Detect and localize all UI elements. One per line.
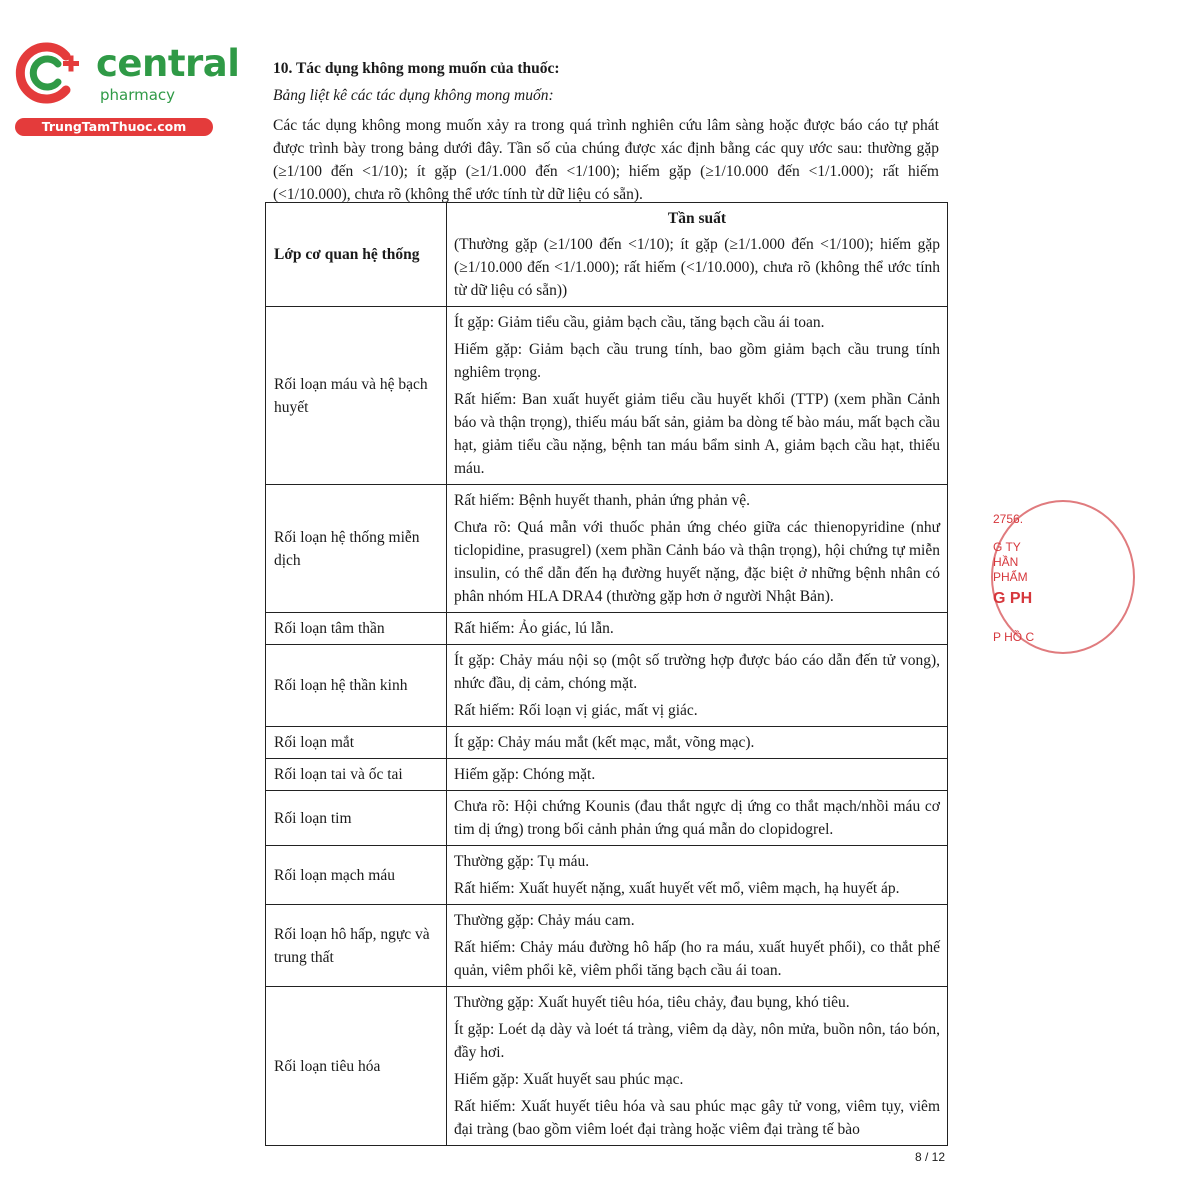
- organ-class-cell: Rối loạn tim: [266, 791, 447, 846]
- stamp-text-line: PHẨM: [993, 570, 1028, 584]
- adverse-effect-entry: Ít gặp: Chảy máu nội sọ (một số trường hợp được báo cáo dẫn đến tử vong), nhức đầu, dị cảm, chóng mặt.: [454, 652, 940, 692]
- table-row: [266, 846, 948, 905]
- adverse-effect-entry: Ít gặp: Chảy máu mắt (kết mạc, mắt, võng mạc).: [454, 734, 755, 751]
- adverse-effect-entry: Hiếm gặp: Chóng mặt.: [454, 766, 596, 783]
- adverse-effect-entry: Ít gặp: Giảm tiểu cầu, giảm bạch cầu, tăng bạch cầu ái toan.: [454, 314, 825, 331]
- adverse-effect-entry: Thường gặp: Chảy máu cam.: [454, 912, 635, 929]
- adverse-effect-entry: Thường gặp: Tụ máu.: [454, 853, 590, 870]
- stamp-text-line: HẦN: [993, 555, 1019, 569]
- table-header-row: [266, 203, 948, 307]
- table-row: [266, 485, 948, 613]
- site-url-badge[interactable]: TrungTamThuoc.com: [15, 118, 213, 136]
- company-stamp-fragment: [985, 500, 1035, 660]
- intro-paragraph: Các tác dụng không mong muốn xảy ra trong quá trình nghiên cứu lâm sàng hoặc được báo cáo tự phát được trình bày trong bảng dưới đây. Tần số của chúng được xác định bằng các quy ước sau: thường gặp (≥1/100 đến <1/10); ít gặp (≥1/1.000 đến <1/100); hiếm gặp (≥1/10.000 đến <1/1.000); rất hiếm (<1/10.000), chưa rõ (không thể ước tính từ dữ liệu có sẵn).: [273, 117, 939, 203]
- section-subheading: Bảng liệt kê các tác dụng không mong muốn:: [273, 87, 554, 104]
- organ-class-cell: Rối loạn tiêu hóa: [266, 987, 447, 1146]
- adverse-effect-entry: Chưa rõ: Quá mẫn với thuốc phản ứng chéo giữa các thienopyridine (như ticlopidine, prasugrel) (xem phần Cảnh báo và thận trọng), hội chứng tự miễn insulin, có thể dẫn đến hạ đường huyết nặng, đặc biệt ở những bệnh nhân có phân nhóm HLA DRA4 (thường gặp hơn ở người Nhật Bản).: [454, 519, 940, 605]
- adverse-effect-entry: Chưa rõ: Hội chứng Kounis (đau thắt ngực dị ứng co thắt mạch/nhồi máu cơ tim dị ứng) trong bối cảnh phản ứng quá mẫn do clopidogrel.: [454, 798, 940, 838]
- table-row: [266, 307, 948, 485]
- frequency-cell: [447, 905, 948, 987]
- adverse-effect-entry: Hiếm gặp: Giảm bạch cầu trung tính, bao gồm giảm bạch cầu trung tính nghiêm trọng.: [454, 341, 940, 381]
- adverse-effect-entry: Rất hiếm: Chảy máu đường hô hấp (ho ra máu, xuất huyết phổi), co thắt phế quản, viêm phổi kẽ, viêm phổi tăng bạch cầu ái toan.: [454, 939, 940, 979]
- table-row: [266, 987, 948, 1146]
- frequency-cell: [447, 791, 948, 846]
- header-frequency: [447, 203, 948, 307]
- frequency-cell: [447, 987, 948, 1146]
- frequency-cell: [447, 846, 948, 905]
- frequency-cell: [447, 759, 948, 791]
- organ-class-cell: Rối loạn hệ thống miễn dịch: [266, 485, 447, 613]
- stamp-text-line: G TY: [993, 540, 1021, 554]
- central-pharmacy-logo[interactable]: [10, 38, 240, 138]
- adverse-effect-entry: Rất hiếm: Xuất huyết nặng, xuất huyết vết mổ, viêm mạch, hạ huyết áp.: [454, 880, 900, 897]
- page-number: 8 / 12: [915, 1150, 946, 1164]
- pharmacy-cross-logo-icon: [10, 40, 82, 106]
- organ-class-cell: Rối loạn hệ thần kinh: [266, 645, 447, 727]
- organ-class-cell: Rối loạn hô hấp, ngực và trung thất: [266, 905, 447, 987]
- table-row: [266, 905, 948, 987]
- table-row: [266, 759, 948, 791]
- adverse-effects-table: [265, 202, 948, 1146]
- adverse-effect-entry: Hiếm gặp: Xuất huyết sau phúc mạc.: [454, 1071, 684, 1088]
- adverse-effect-entry: Ít gặp: Loét dạ dày và loét tá tràng, viêm dạ dày, nôn mửa, buồn nôn, táo bón, đầy hơi.: [454, 1021, 940, 1061]
- adverse-effect-entry: Rất hiếm: Bệnh huyết thanh, phản ứng phản vệ.: [454, 492, 750, 509]
- frequency-cell: [447, 613, 948, 645]
- header-frequency-title: Tần suất: [667, 210, 727, 227]
- table-row: [266, 613, 948, 645]
- brand-subtitle: pharmacy: [100, 86, 176, 104]
- adverse-effect-entry: Rất hiếm: Ban xuất huyết giảm tiểu cầu huyết khối (TTP) (xem phần Cảnh báo và thận trọng), thiếu máu bất sản, giảm ba dòng tế bào máu, mất bạch cầu hạt, giảm tiểu cầu nặng, bệnh tan máu bẩm sinh A, giảm bạch cầu hạt, thiếu máu.: [454, 391, 940, 477]
- adverse-effect-entry: Rất hiếm: Xuất huyết tiêu hóa và sau phúc mạc gây tử vong, viêm tụy, viêm đại tràng (bao gồm viêm loét đại tràng hoặc viêm đại tràng tế bào: [454, 1098, 940, 1138]
- stamp-text-line: G PH: [993, 590, 1033, 607]
- frequency-cell: [447, 307, 948, 485]
- brand-name: central: [96, 42, 240, 85]
- adverse-effect-entry: Rất hiếm: Rối loạn vị giác, mất vị giác.: [454, 702, 698, 719]
- stamp-text-line: P HỒ C: [993, 630, 1035, 644]
- organ-class-cell: Rối loạn mắt: [266, 727, 447, 759]
- section-heading: 10. Tác dụng không mong muốn của thuốc:: [273, 60, 560, 77]
- organ-class-cell: Rối loạn tai và ốc tai: [266, 759, 447, 791]
- organ-class-cell: Rối loạn mạch máu: [266, 846, 447, 905]
- stamp-text-line: 2756.: [993, 512, 1024, 526]
- frequency-cell: [447, 485, 948, 613]
- adverse-effect-entry: Rất hiếm: Ảo giác, lú lẫn.: [454, 620, 614, 637]
- adverse-effect-entry: Thường gặp: Xuất huyết tiêu hóa, tiêu chảy, đau bụng, khó tiêu.: [454, 994, 850, 1011]
- frequency-cell: [447, 645, 948, 727]
- header-organ-class: Lớp cơ quan hệ thống: [266, 203, 447, 307]
- table-row: [266, 727, 948, 759]
- table-row: [266, 645, 948, 727]
- table-row: [266, 791, 948, 846]
- organ-class-cell: Rối loạn máu và hệ bạch huyết: [266, 307, 447, 485]
- frequency-cell: [447, 727, 948, 759]
- organ-class-cell: Rối loạn tâm thần: [266, 613, 447, 645]
- header-frequency-description: (Thường gặp (≥1/100 đến <1/10); ít gặp (≥1/1.000 đến <1/100); hiếm gặp (≥1/10.000 đến <1/1.000); rất hiếm (<1/10.000), chưa rõ (không thể ước tính từ dữ liệu có sẵn)): [454, 236, 940, 299]
